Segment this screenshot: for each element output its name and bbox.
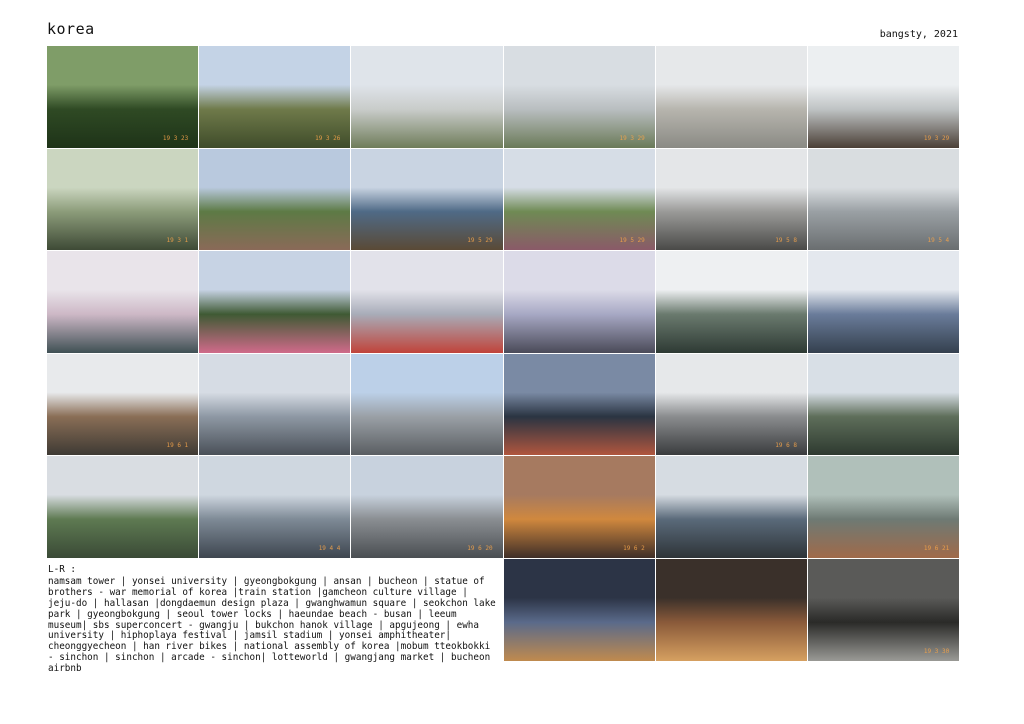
photo-gwangjang-market (656, 559, 807, 661)
caption (48, 565, 500, 675)
photo-hiphoplaya-festival (504, 354, 655, 456)
photo-gyeongbokgung (351, 46, 502, 148)
photo-national-assembly-of-korea (351, 456, 502, 558)
photo-gyeongbokgung-2 (199, 251, 350, 353)
photo-haeundae-beach-busan (504, 251, 655, 353)
date-stamp: 19 6 8 (775, 442, 797, 450)
date-stamp: 19 6 21 (923, 544, 950, 552)
photo-ewha-university (351, 354, 502, 456)
photo-bucheon-airbnb (808, 559, 959, 661)
date-stamp: 19 3 29 (619, 134, 645, 142)
photo-mobum-tteokbokki-sinchon (504, 456, 655, 558)
date-stamp: 19 3 23 (162, 134, 189, 142)
page-title: korea (47, 20, 95, 38)
photo-jamsil-stadium (656, 354, 807, 456)
date-stamp: 19 3 30 (923, 647, 950, 655)
photo-yonsei-amphitheater (808, 354, 959, 456)
photo-seokchon-lake-park (47, 251, 198, 353)
photo-cheonggyecheon (47, 456, 198, 558)
date-stamp: 19 6 20 (467, 544, 493, 552)
photo-hallasan (504, 149, 655, 251)
photo-train-station (47, 149, 198, 251)
caption-text: namsam tower | yonsei university | gyeongbokgung | ansan | bucheon | statue of brothers - war memorial of korea |train station |gamcheon culture village | jeju-do | hallasan |dongdaemun design plaza | gwanghwamun square | seokchon lake park | gyeongbokgung | seoul tower locks | haeundae beach - busan | leeum museum| sbs superconcert - gwangju | bukchon hanok village | apgujeong | ewha university | hiphoplaya festival | jamsil stadium | yonsei amphitheater| cheonggyecheon | han river bikes | national assembly of korea |mobum tteokbokki - sinchon | sinchon | arcade - sinchon| lotteworld | gwangjang market | bucheon airbnb (48, 575, 496, 675)
photo-arcade-sinchon (808, 456, 959, 558)
date-stamp: 19 5 4 (927, 237, 950, 245)
photo-dongdaemun-design-plaza (656, 149, 807, 251)
photo-bukchon-hanok-village (47, 354, 198, 456)
credit-label: bangsty, 2021 (879, 29, 958, 40)
photo-seoul-tower-locks (351, 251, 502, 353)
date-stamp: 19 5 29 (467, 237, 493, 245)
date-stamp: 19 6 1 (166, 442, 189, 450)
date-stamp: 19 3 26 (315, 134, 341, 142)
photo-han-river-bikes (199, 456, 350, 558)
photo-apgujeong (199, 354, 350, 456)
photo-gamcheon-culture-village (199, 149, 350, 251)
photo-gwanghwamun-square (808, 149, 959, 251)
photo-sbs-superconcert-gwangju (808, 251, 959, 353)
caption-heading: L-R : (48, 564, 76, 575)
photo-namsam-tower (47, 46, 198, 148)
date-stamp: 19 3 29 (923, 134, 950, 142)
photo-lotteworld (504, 559, 655, 661)
date-stamp: 19 4 4 (318, 544, 341, 552)
date-stamp: 19 5 8 (775, 237, 797, 245)
date-stamp: 19 3 1 (166, 237, 189, 245)
photo-statue-of-brothers (808, 46, 959, 148)
date-stamp: 19 5 29 (619, 237, 645, 245)
photo-sinchon (656, 456, 807, 558)
photo-ansan (504, 46, 655, 148)
photo-bucheon (656, 46, 807, 148)
date-stamp: 19 6 2 (623, 544, 645, 552)
photo-jeju-do (351, 149, 502, 251)
photo-leeum-museum (656, 251, 807, 353)
photo-yonsei-university (199, 46, 350, 148)
